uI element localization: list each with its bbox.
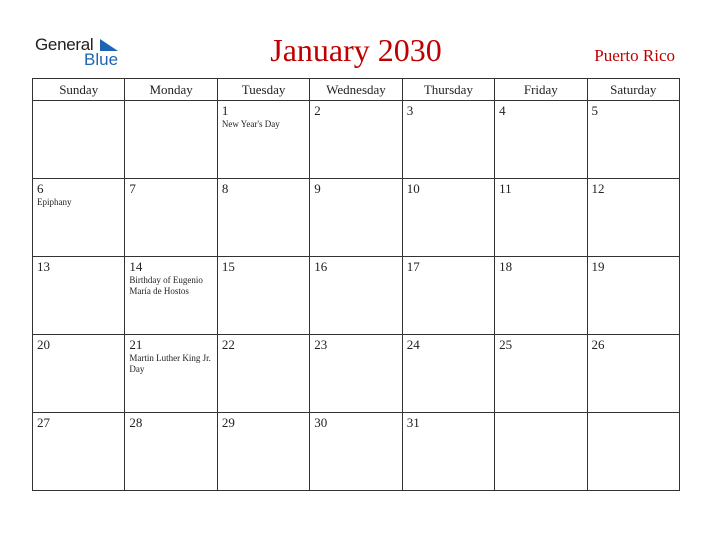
- day-number: 2: [314, 103, 321, 118]
- week-row: [33, 101, 680, 179]
- day-number: 8: [221, 181, 229, 196]
- day-cell: [402, 413, 494, 491]
- day-cell: [310, 101, 402, 179]
- day-number: 23: [314, 337, 328, 352]
- day-cell: [33, 101, 125, 179]
- holiday-label: Birthday of Eugenio María de Hostos: [129, 275, 203, 296]
- day-cell: [33, 179, 125, 257]
- day-cell: [310, 335, 402, 413]
- weekday-header: Saturday: [587, 79, 679, 101]
- calendar-region: Puerto Rico: [594, 46, 675, 65]
- day-cell: [587, 257, 679, 335]
- logo-text-blue: Blue: [84, 50, 119, 69]
- day-cell: [217, 179, 309, 257]
- day-cell: [217, 413, 309, 491]
- day-number: 14: [129, 259, 143, 274]
- day-cell: [125, 179, 217, 257]
- day-number: 30: [314, 415, 328, 430]
- holiday-label: New Year's Day: [221, 119, 280, 129]
- day-number: 29: [221, 415, 235, 430]
- holiday-label: Martin Luther King Jr. Day: [129, 353, 211, 374]
- day-number: 9: [314, 181, 321, 196]
- day-cell: [495, 257, 587, 335]
- week-row: [33, 413, 680, 491]
- day-cell: [125, 257, 217, 335]
- calendar-title: January 2030: [270, 32, 442, 68]
- day-cell: [33, 413, 125, 491]
- day-cell: [587, 413, 679, 491]
- day-cell: [125, 335, 217, 413]
- day-cell: [125, 413, 217, 491]
- day-number: 26: [591, 337, 605, 352]
- day-cell: [217, 101, 309, 179]
- day-cell: [587, 335, 679, 413]
- day-number: 24: [406, 337, 420, 352]
- weekday-header: Wednesday: [310, 79, 402, 101]
- day-number: 22: [221, 337, 235, 352]
- day-number: 10: [406, 181, 420, 196]
- day-cell: [217, 257, 309, 335]
- weekday-header-row: [33, 79, 680, 101]
- day-cell: [33, 257, 125, 335]
- day-number: 25: [499, 337, 513, 352]
- logo-text-general: General: [35, 35, 94, 54]
- day-number: [495, 413, 586, 415]
- day-cell: [310, 179, 402, 257]
- week-row: [33, 257, 680, 335]
- day-cell: [495, 413, 587, 491]
- week-row: [33, 179, 680, 257]
- day-cell: [125, 101, 217, 179]
- day-cell: [495, 335, 587, 413]
- day-number: [588, 413, 679, 415]
- day-number: 16: [314, 259, 328, 274]
- weekday-header: Tuesday: [217, 79, 309, 101]
- day-number: 7: [129, 181, 136, 196]
- day-cell: [587, 101, 679, 179]
- day-number: 3: [406, 103, 414, 118]
- day-number: 11: [499, 181, 512, 196]
- day-cell: [310, 257, 402, 335]
- weekday-header: Sunday: [33, 79, 125, 101]
- day-number: 20: [37, 337, 50, 352]
- day-number: 19: [591, 259, 605, 274]
- day-number: 6: [37, 181, 44, 196]
- holiday-label: Epiphany: [37, 197, 72, 207]
- day-number: [125, 101, 216, 103]
- weekday-header: Monday: [125, 79, 217, 101]
- week-row: [33, 335, 680, 413]
- day-number: 1: [221, 103, 229, 118]
- day-cell: [217, 335, 309, 413]
- day-number: [33, 101, 124, 103]
- day-cell: [402, 179, 494, 257]
- day-number: 21: [129, 337, 143, 352]
- day-cell: [495, 179, 587, 257]
- calendar-grid: [32, 78, 680, 491]
- day-number: 28: [129, 415, 143, 430]
- day-number: 13: [37, 259, 50, 274]
- day-cell: [495, 101, 587, 179]
- day-cell: [402, 335, 494, 413]
- day-number: 18: [499, 259, 513, 274]
- day-cell: [402, 257, 494, 335]
- day-cell: [33, 335, 125, 413]
- day-number: 31: [406, 415, 420, 430]
- day-number: 27: [37, 415, 50, 430]
- weekday-header: Thursday: [402, 79, 494, 101]
- day-cell: [402, 101, 494, 179]
- day-number: 17: [406, 259, 420, 274]
- day-number: 5: [591, 103, 599, 118]
- day-number: 4: [499, 103, 506, 118]
- day-cell: [587, 179, 679, 257]
- day-number: 12: [591, 181, 605, 196]
- day-number: 15: [221, 259, 235, 274]
- weekday-header: Friday: [495, 79, 587, 101]
- day-cell: [310, 413, 402, 491]
